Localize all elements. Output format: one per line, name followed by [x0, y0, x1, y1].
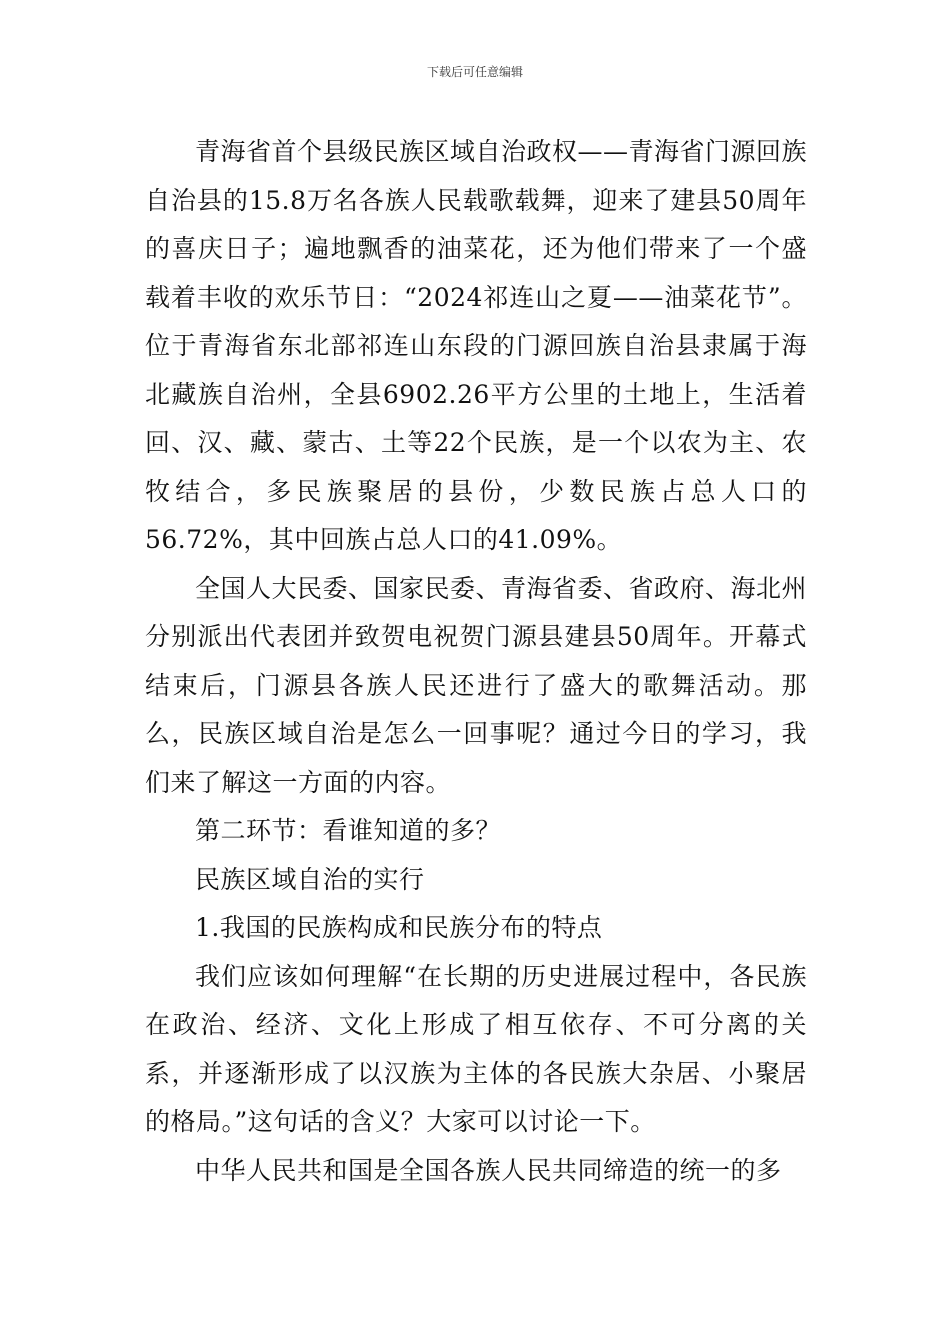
section-heading-ethnic-composition: 1.我国的民族构成和民族分布的特点: [195, 913, 603, 942]
paragraph-intro: 青海省首个县级民族区域自治政权——青海省门源回族自治县的15.8万名各族人民载歌载舞，迎来了建县50周年的喜庆日子；遍地飘香的油菜花，还为他们带来了一个盛载着丰收的欢乐节日：“2024祁连山之夏——油菜花节”。位于青海省东北部祁连山东段的门源回族自治县隶属于海北藏族自治州，全县6902.26平方公里的土地上，生活着回、汉、藏、蒙古、土等22个民族，是一个以农为主、农牧结合，多民族聚居的县份，少数民族占总人口的56.72%，其中回族占总人口的41.09%。: [145, 137, 808, 554]
page-header: 下载后可任意编辑: [426, 65, 523, 79]
section-heading-autonomy: 民族区域自治的实行: [195, 864, 425, 894]
paragraph-prc: 中华人民共和国是全国各族人民共同缔造的统一的多: [195, 1155, 782, 1185]
paragraph-discussion: 我们应该如何理解“在长期的历史进展过程中，各民族在政治、经济、文化上形成了相互依存、不可分离的关系，并逐渐形成了以汉族为主体的各民族大杂居、小聚居的格局。”这句话的含义？大家可以讨论一下。: [145, 961, 807, 1136]
document-body: [145, 128, 807, 1195]
paragraph-celebration: 全国人大民委、国家民委、青海省委、省政府、海北州分别派出代表团并致贺电祝贺门源县建县50周年。开幕式结束后，门源县各族人民还进行了盛大的歌舞活动。那么，民族区域自治是怎么一回事呢？通过今日的学习，我们来了解这一方面的内容。: [145, 573, 808, 797]
section-heading-part-two: 第二环节：看谁知道的多？: [195, 816, 502, 845]
